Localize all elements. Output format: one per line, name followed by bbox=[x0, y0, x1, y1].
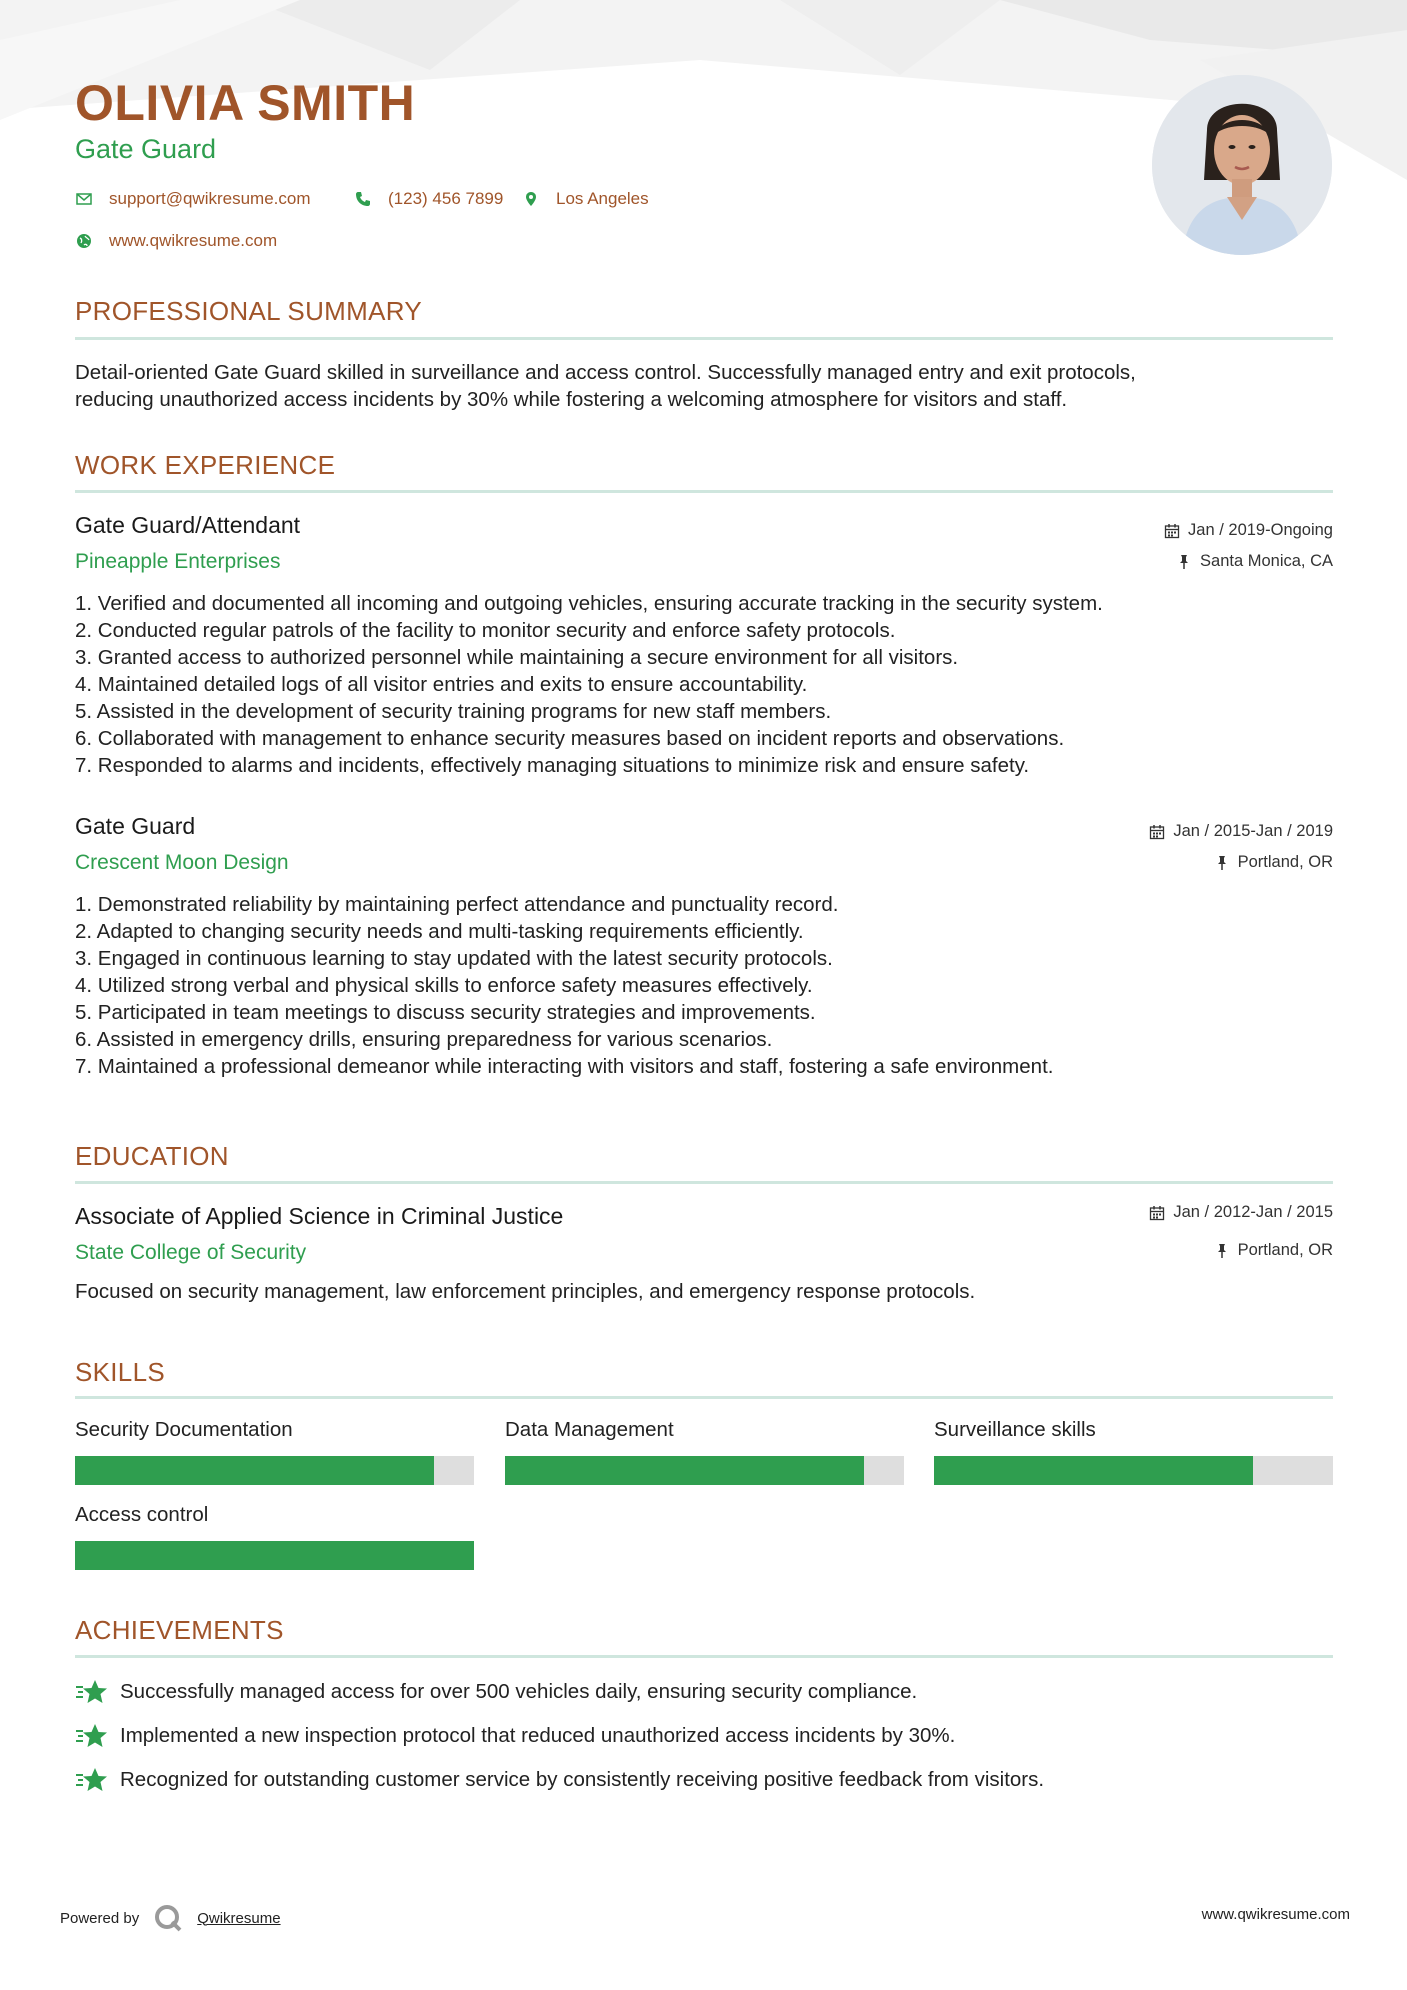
job-dates bbox=[1164, 521, 1333, 540]
section-divider bbox=[75, 490, 1333, 493]
star-icon bbox=[75, 1767, 108, 1793]
achievement-text: Successfully managed access for over 500 vehicles daily, ensuring security compliance. bbox=[120, 1680, 918, 1703]
powered-by-text: Powered by bbox=[60, 1909, 140, 1927]
list-item: 2. Conducted regular patrols of the facility to monitor security and enforce safety protocols. bbox=[75, 619, 896, 642]
location-text: Los Angeles bbox=[556, 189, 649, 208]
globe-icon bbox=[75, 232, 93, 250]
skill-name: Data Management bbox=[505, 1418, 674, 1441]
section-title-skills: SKILLS bbox=[75, 1357, 165, 1387]
skill-bar-fill bbox=[75, 1456, 434, 1485]
skill-bar bbox=[505, 1456, 904, 1485]
education-dates bbox=[1149, 1203, 1333, 1222]
contact-phone[interactable] bbox=[354, 189, 503, 209]
calendar-icon bbox=[1149, 824, 1165, 840]
achievement-item bbox=[75, 1679, 917, 1705]
email-text: support@qwikresume.com bbox=[109, 189, 311, 208]
list-item: 2. Adapted to changing security needs and multi-tasking requirements efficiently. bbox=[75, 920, 804, 943]
contact-email[interactable] bbox=[75, 189, 311, 209]
section-title-summary: PROFESSIONAL SUMMARY bbox=[75, 296, 422, 326]
skill-bar-fill bbox=[75, 1541, 474, 1570]
job-location-text: Portland, OR bbox=[1237, 853, 1333, 871]
skill-bar bbox=[75, 1541, 474, 1570]
skill-name: Access control bbox=[75, 1503, 209, 1526]
qwikresume-link[interactable]: Qwikresume bbox=[197, 1909, 281, 1927]
candidate-role: Gate Guard bbox=[75, 134, 217, 164]
skill-bar bbox=[75, 1456, 474, 1485]
skill-bar-fill bbox=[505, 1456, 864, 1485]
summary-text bbox=[75, 359, 1333, 413]
envelope-icon bbox=[75, 190, 93, 208]
star-icon bbox=[75, 1723, 108, 1749]
education-degree: Associate of Applied Science in Criminal Justice bbox=[75, 1203, 564, 1229]
profile-photo bbox=[1152, 75, 1332, 255]
job-title: Gate Guard bbox=[75, 813, 196, 839]
job-title: Gate Guard/Attendant bbox=[75, 512, 301, 538]
list-item: 5. Assisted in the development of security training programs for new staff members. bbox=[75, 700, 832, 723]
section-divider bbox=[75, 337, 1333, 340]
section-divider bbox=[75, 1655, 1333, 1658]
education-school: State College of Security bbox=[75, 1241, 307, 1264]
contact-location bbox=[522, 189, 649, 209]
calendar-icon bbox=[1164, 523, 1180, 539]
job-location-text: Santa Monica, CA bbox=[1200, 552, 1333, 570]
achievement-item bbox=[75, 1767, 1044, 1793]
skill-name: Surveillance skills bbox=[934, 1418, 1096, 1441]
summary-line: reducing unauthorized access incidents by 30% while fostering a welcoming atmosphere for visitors and staff. bbox=[75, 388, 1068, 411]
list-item: 7. Responded to alarms and incidents, effectively managing situations to minimize risk and ensure safety. bbox=[75, 754, 1030, 777]
section-title-education: EDUCATION bbox=[75, 1141, 229, 1171]
list-item: 1. Verified and documented all incoming and outgoing vehicles, ensuring accurate tracking in the security system. bbox=[75, 592, 1103, 615]
qwikresume-logo-icon bbox=[153, 1903, 183, 1933]
job-dates bbox=[1149, 822, 1333, 841]
job-company: Pineapple Enterprises bbox=[75, 550, 281, 573]
calendar-icon bbox=[1149, 1205, 1165, 1221]
map-pin-icon bbox=[522, 190, 540, 208]
achievement-item bbox=[75, 1723, 955, 1749]
phone-icon bbox=[354, 190, 372, 208]
achievement-text: Implemented a new inspection protocol that reduced unauthorized access incidents by 30%. bbox=[120, 1724, 956, 1747]
job-location bbox=[1214, 853, 1333, 872]
job-duties bbox=[75, 891, 1333, 1080]
job-dates-text: Jan / 2019-Ongoing bbox=[1188, 521, 1333, 539]
education-description: Focused on security management, law enforcement principles, and emergency response protocols. bbox=[75, 1280, 976, 1303]
footer-powered-by bbox=[60, 1903, 281, 1933]
job-company: Crescent Moon Design bbox=[75, 851, 289, 874]
list-item: 5. Participated in team meetings to discuss security strategies and improvements. bbox=[75, 1001, 816, 1024]
skill-bar bbox=[934, 1456, 1333, 1485]
skill-name: Security Documentation bbox=[75, 1418, 293, 1441]
list-item: 6. Assisted in emergency drills, ensuring preparedness for various scenarios. bbox=[75, 1028, 773, 1051]
list-item: 1. Demonstrated reliability by maintaining perfect attendance and punctuality record. bbox=[75, 893, 839, 916]
phone-text: (123) 456 7899 bbox=[388, 189, 504, 208]
pushpin-icon bbox=[1214, 1243, 1230, 1259]
pushpin-icon bbox=[1214, 855, 1230, 871]
section-divider bbox=[75, 1181, 1333, 1184]
candidate-name: OLIVIA SMITH bbox=[75, 75, 416, 131]
skill-bar-fill bbox=[934, 1456, 1253, 1485]
pushpin-icon bbox=[1176, 554, 1192, 570]
job-dates-text: Jan / 2015-Jan / 2019 bbox=[1173, 822, 1333, 840]
summary-line: Detail-oriented Gate Guard skilled in surveillance and access control. Successfully managed entry and exit protocols, bbox=[75, 361, 1136, 384]
section-title-achievements: ACHIEVEMENTS bbox=[75, 1615, 284, 1645]
section-title-work: WORK EXPERIENCE bbox=[75, 450, 336, 480]
contact-website[interactable] bbox=[75, 231, 277, 251]
list-item: 3. Granted access to authorized personnel while maintaining a secure environment for all visitors. bbox=[75, 646, 959, 669]
job-duties bbox=[75, 590, 1333, 779]
footer-url[interactable]: www.qwikresume.com bbox=[1201, 1906, 1350, 1923]
list-item: 3. Engaged in continuous learning to stay updated with the latest security protocols. bbox=[75, 947, 833, 970]
achievement-text: Recognized for outstanding customer service by consistently receiving positive feedback from visitors. bbox=[120, 1768, 1045, 1791]
list-item: 4. Utilized strong verbal and physical skills to enforce safety measures effectively. bbox=[75, 974, 813, 997]
education-dates-text: Jan / 2012-Jan / 2015 bbox=[1173, 1203, 1333, 1221]
job-location bbox=[1176, 552, 1333, 571]
website-text: www.qwikresume.com bbox=[109, 231, 278, 250]
star-icon bbox=[75, 1679, 108, 1705]
list-item: 6. Collaborated with management to enhance security measures based on incident reports and observations. bbox=[75, 727, 1065, 750]
list-item: 4. Maintained detailed logs of all visitor entries and exits to ensure accountability. bbox=[75, 673, 808, 696]
education-location bbox=[1214, 1241, 1333, 1260]
education-location-text: Portland, OR bbox=[1237, 1241, 1333, 1259]
list-item: 7. Maintained a professional demeanor while interacting with visitors and staff, fostering a safe environment. bbox=[75, 1055, 1054, 1078]
section-divider bbox=[75, 1396, 1333, 1399]
